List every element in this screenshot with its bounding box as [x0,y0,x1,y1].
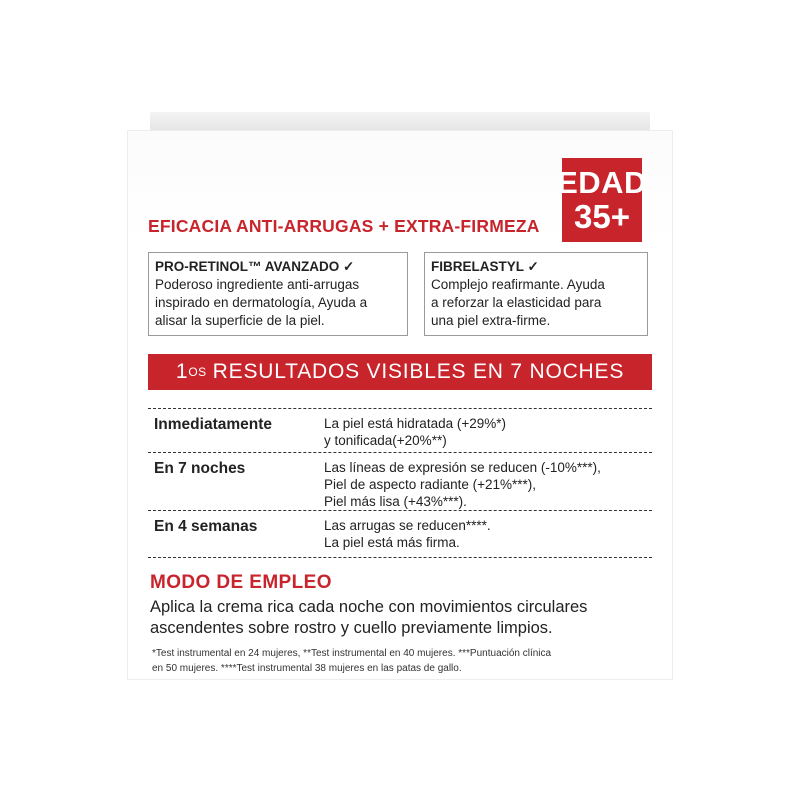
ingredient-card-pro-retinol [148,252,408,336]
footnotes [152,646,551,676]
ingredient-line: una piel extra-firme. [431,313,551,328]
results-banner [148,354,652,390]
age-badge [557,158,647,242]
results-banner-text: RESULTADOS VISIBLES EN 7 NOCHES [212,360,625,383]
ingredient-card-fibrelastyl [424,252,648,336]
result-line: Piel de aspecto radiante (+21%***), [324,477,537,492]
footnote-line: *Test instrumental en 24 mujeres, **Test instrumental en 40 mujeres. ***Puntuación clínica [152,648,552,659]
result-period: Inmediatamente [154,416,273,433]
ingredient-line: alisar la superficie de la piel. [155,313,325,328]
ingredient-title: FIBRELASTYL ✓ [431,259,539,274]
ingredient-line: Complejo reafirmante. Ayuda [431,277,605,292]
table-row [148,510,652,558]
age-badge-value: 35+ [574,198,630,235]
ingredient-description [431,276,641,330]
table-row [148,408,652,452]
results-table [148,408,652,558]
usage-instructions [150,597,587,639]
result-line: La piel está más firma. [324,535,460,550]
efficacy-headline: EFICACIA ANTI-ARRUGAS + EXTRA-FIRMEZA [148,216,540,236]
age-badge-word: EDAD [557,165,647,200]
ingredient-line: inspirado en dermatología, Ayuda a [155,295,368,310]
footnote-line: en 50 mujeres. ****Test instrumental 38 mujeres en las patas de gallo. [152,663,462,674]
result-description [324,415,506,449]
result-line: y tonificada(+20%**) [324,433,447,448]
results-banner-superscript: OS [188,365,207,379]
usage-line: ascendentes sobre rostro y cuello previamente limpios. [150,619,553,637]
result-description [324,517,491,551]
ingredient-title: PRO-RETINOL™ AVANZADO ✓ [155,259,355,274]
usage-title: MODO DE EMPLEO [150,572,332,593]
ingredient-description [155,276,401,330]
ingredient-line: a reforzar la elasticidad para [431,295,602,310]
table-row [148,452,652,510]
result-description [324,459,601,510]
ingredient-line: Poderoso ingrediente anti-arrugas [155,277,360,292]
result-period: En 4 semanas [154,518,258,535]
results-banner-number: 1 [175,360,189,383]
result-period: En 7 noches [154,460,246,477]
usage-line: Aplica la crema rica cada noche con movimientos circulares [150,598,588,616]
result-line: La piel está hidratada (+29%*) [324,416,506,431]
result-line: Piel más lisa (+43%***). [324,494,467,509]
package-top-face [150,112,650,130]
result-line: Las arrugas se reducen****. [324,518,491,533]
result-line: Las líneas de expresión se reducen (-10%***), [324,460,601,475]
